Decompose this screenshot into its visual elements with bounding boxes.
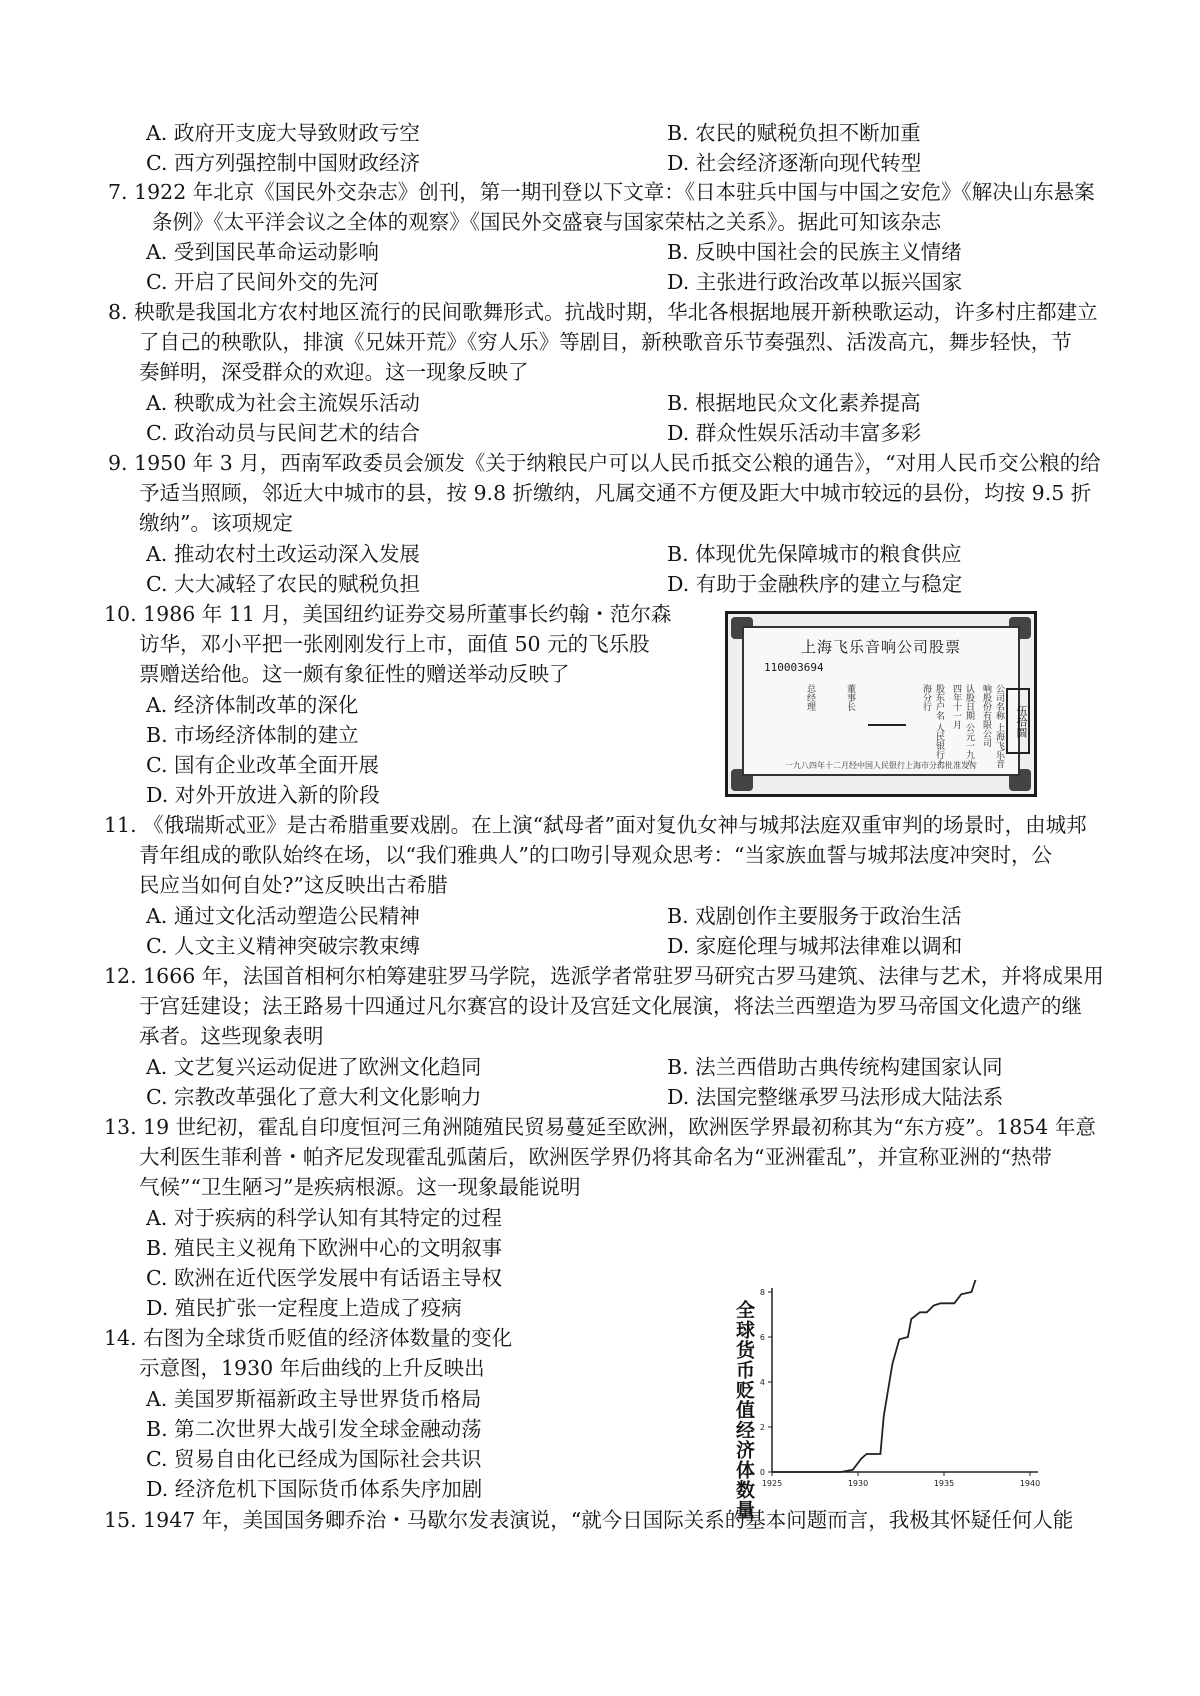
q12-option-d[interactable]: D. 法国完整继承罗马法形成大陆法系 xyxy=(667,1085,1004,1109)
q13-option-b[interactable]: B. 殖民主义视角下欧洲中心的文明叙事 xyxy=(146,1236,503,1260)
q8-option-c[interactable]: C. 政治动员与民间艺术的结合 xyxy=(146,421,420,445)
q10-option-b[interactable]: B. 市场经济体制的建立 xyxy=(146,723,359,747)
q10-option-c[interactable]: C. 国有企业改革全面开展 xyxy=(146,753,379,777)
stock-footer: 一九八四年十二月经中国人民银行上海市分行批准发行 xyxy=(785,761,977,770)
x-tick-label: 1935 xyxy=(933,1479,955,1488)
q12-stem-line3: 承者。这些现象表明 xyxy=(139,1024,324,1048)
q8-option-a[interactable]: A. 秧歌成为社会主流娱乐活动 xyxy=(146,391,420,415)
q11-stem-line1: 11. 《俄瑞斯忒亚》是古希腊重要戏剧。在上演“弑母者”面对复仇女神与城邦法庭双重审判的场景时，由城邦 xyxy=(104,813,1087,837)
q12-stem-line1: 12. 1666 年，法国首相柯尔柏筹建驻罗马学院，选派学者常驻罗马研究古罗马建筑、法律与艺术，并将成果用 xyxy=(104,964,1104,988)
q12-option-c[interactable]: C. 宗教改革强化了意大利文化影响力 xyxy=(146,1085,482,1109)
q8-option-d[interactable]: D. 群众性娱乐活动丰富多彩 xyxy=(667,421,922,445)
q14-stem-line2: 示意图，1930 年后曲线的上升反映出 xyxy=(139,1356,485,1380)
q6-option-a[interactable]: A. 政府开支庞大导致财政亏空 xyxy=(146,121,420,145)
q7-option-d[interactable]: D. 主张进行政治改革以振兴国家 xyxy=(667,270,963,294)
q10-stem-line3: 票赠送给他。这一颇有象征性的赠送举动反映了 xyxy=(139,662,570,686)
q9-stem-line1: 9. 1950 年 3 月，西南军政委员会颁发《关于纳粮民户可以人民币抵交公粮的通告》，“对用人民币交公粮的给 xyxy=(108,451,1101,475)
q14-stem-line1: 14. 右图为全球货币贬值的经济体数量的变化 xyxy=(104,1326,513,1350)
y-tick-label: 2 xyxy=(759,1423,765,1432)
q13-option-a[interactable]: A. 对于疾病的科学认知有其特定的过程 xyxy=(146,1206,502,1230)
chart-y-axis-label: 全球货币贬值经济体数量 xyxy=(733,1300,755,1520)
feile-stock-certificate-image xyxy=(725,611,1037,797)
x-tick-label: 1940 xyxy=(1019,1479,1041,1488)
q10-option-d[interactable]: D. 对外开放进入新的阶段 xyxy=(146,783,380,807)
x-tick-label: 1930 xyxy=(847,1479,869,1488)
q10-stem-line2: 访华，邓小平把一张刚刚发行上市，面值 50 元的飞乐股 xyxy=(139,632,650,656)
currency-devaluation-chart xyxy=(730,1280,1050,1500)
q9-option-b[interactable]: B. 体现优先保障城市的粮食供应 xyxy=(667,542,962,566)
stock-title: 上海飞乐音响公司股票 xyxy=(800,638,961,656)
q8-stem-line1: 8. 秧歌是我国北方农村地区流行的民间歌舞形式。抗战时期，华北各根据地展开新秧歌运动，许多村庄都建立 xyxy=(108,300,1098,324)
q9-stem-line3: 缴纳”。该项规定 xyxy=(139,511,293,535)
q15-stem-line1: 15. 1947 年，美国国务卿乔治・马歇尔发表演说，“就今日国际关系的基本问题而言，我极其怀疑任何人能 xyxy=(104,1508,1074,1532)
q11-option-a[interactable]: A. 通过文化活动塑造公民精神 xyxy=(146,904,420,928)
stock-chairman: 董事长 xyxy=(845,684,855,711)
stock-company-name: 公司名称 上海飞乐音响股份有限公司 xyxy=(981,684,1004,768)
y-tick-label: 4 xyxy=(759,1378,765,1387)
q8-stem-line3: 奏鲜明，深受群众的欢迎。这一现象反映了 xyxy=(139,360,529,384)
q12-option-a[interactable]: A. 文艺复兴运动促进了欧洲文化趋同 xyxy=(146,1055,482,1079)
q11-stem-line2: 青年组成的歌队始终在场，以“我们雅典人”的口吻引导观众思考：“当家族血誓与城邦法度冲突时，公 xyxy=(139,843,1052,867)
q13-stem-line1: 13. 19 世纪初，霍乱自印度恒河三角洲随殖民贸易蔓延至欧洲，欧洲医学界最初称其为“东方疫”。1854 年意 xyxy=(104,1115,1096,1139)
q13-option-d[interactable]: D. 殖民扩张一定程度上造成了疫病 xyxy=(146,1296,462,1320)
q13-stem-line2: 大利医生菲利普・帕齐尼发现霍乱弧菌后，欧洲医学界仍将其命名为“亚洲霍乱”，并宣称亚洲的“热带 xyxy=(139,1145,1052,1169)
q7-option-c[interactable]: C. 开启了民间外交的先河 xyxy=(146,270,379,294)
q13-stem-line3: 气候”“卫生陋习”是疾病根源。这一现象最能说明 xyxy=(139,1175,581,1199)
y-tick-label: 8 xyxy=(759,1288,765,1297)
y-tick-label: 0 xyxy=(759,1468,765,1477)
stock-value-stamp: 伍拾圆 xyxy=(1006,688,1030,754)
q8-option-b[interactable]: B. 根据地民众文化素养提高 xyxy=(667,391,921,415)
q11-stem-line3: 民应当如何自处?”这反映出古希腊 xyxy=(139,873,448,897)
q14-option-b[interactable]: B. 第二次世界大战引发全球金融动荡 xyxy=(146,1417,482,1441)
q6-option-c[interactable]: C. 西方列强控制中国财政经济 xyxy=(146,151,420,175)
q10-stem-line1: 10. 1986 年 11 月，美国纽约证券交易所董事长约翰・范尔森 xyxy=(104,602,672,626)
q14-option-d[interactable]: D. 经济危机下国际货币体系失序加剧 xyxy=(146,1477,483,1501)
q7-option-b[interactable]: B. 反映中国社会的民族主义情绪 xyxy=(667,240,962,264)
q7-stem-line1: 7. 1922 年北京《国民外交杂志》创刊，第一期刊登以下文章：《日本驻兵中国与中国之安危》《解决山东悬案 xyxy=(108,180,1095,204)
stock-manager: 总经理 xyxy=(805,684,815,711)
q11-option-c[interactable]: C. 人文主义精神突破宗教束缚 xyxy=(146,934,420,958)
q7-stem-line2: 条例》《太平洋会议之全体的观察》《国民外交盛衰与国家荣枯之关系》。据此可知该杂志 xyxy=(152,210,942,234)
q14-option-a[interactable]: A. 美国罗斯福新政主导世界货币格局 xyxy=(146,1387,482,1411)
q7-option-a[interactable]: A. 受到国民革命运动影响 xyxy=(146,240,379,264)
q11-option-b[interactable]: B. 戏剧创作主要服务于政治生活 xyxy=(667,904,962,928)
q9-option-c[interactable]: C. 大大减轻了农民的赋税负担 xyxy=(146,572,420,596)
q12-option-b[interactable]: B. 法兰西借助古典传统构建国家认同 xyxy=(667,1055,1003,1079)
q9-stem-line2: 予适当照顾，邻近大中城市的县，按 9.8 折缴纳，凡属交通不方便及距大中城市较远的县份，均按 9.5 折 xyxy=(139,481,1092,505)
x-tick-label: 1925 xyxy=(761,1479,783,1488)
q9-option-a[interactable]: A. 推动农村土改运动深入发展 xyxy=(146,542,420,566)
devaluation-series-line xyxy=(772,1280,1013,1472)
q6-option-b[interactable]: B. 农民的赋税负担不断加重 xyxy=(667,121,921,145)
q9-option-d[interactable]: D. 有助于金融秩序的建立与稳定 xyxy=(667,572,963,596)
q13-option-c[interactable]: C. 欧洲在近代医学发展中有话语主导权 xyxy=(146,1266,502,1290)
q12-stem-line2: 于宫廷建设；法王路易十四通过凡尔赛宫的设计及宫廷文化展演，将法兰西塑造为罗马帝国文化遗产的继 xyxy=(139,994,1082,1018)
q10-option-a[interactable]: A. 经济体制改革的深化 xyxy=(146,693,359,717)
q14-option-c[interactable]: C. 贸易自由化已经成为国际社会共识 xyxy=(146,1447,482,1471)
q11-option-d[interactable]: D. 家庭伦理与城邦法律难以调和 xyxy=(667,934,963,958)
q6-option-d[interactable]: D. 社会经济逐渐向现代转型 xyxy=(667,151,922,175)
y-tick-label: 6 xyxy=(759,1333,765,1342)
signature-mark xyxy=(868,686,906,726)
stock-serial: 110003694 xyxy=(764,661,824,674)
q8-stem-line2: 了自己的秧歌队，排演《兄妹开荒》《穷人乐》等剧目，新秧歌音乐节奏强烈、活泼高亢，舞步轻快，节 xyxy=(139,330,1072,354)
stock-date: 认股日期 公元一九八四年十一月 xyxy=(951,684,974,768)
stock-holder: 股东户名 人民银行上海分行 xyxy=(921,684,944,768)
